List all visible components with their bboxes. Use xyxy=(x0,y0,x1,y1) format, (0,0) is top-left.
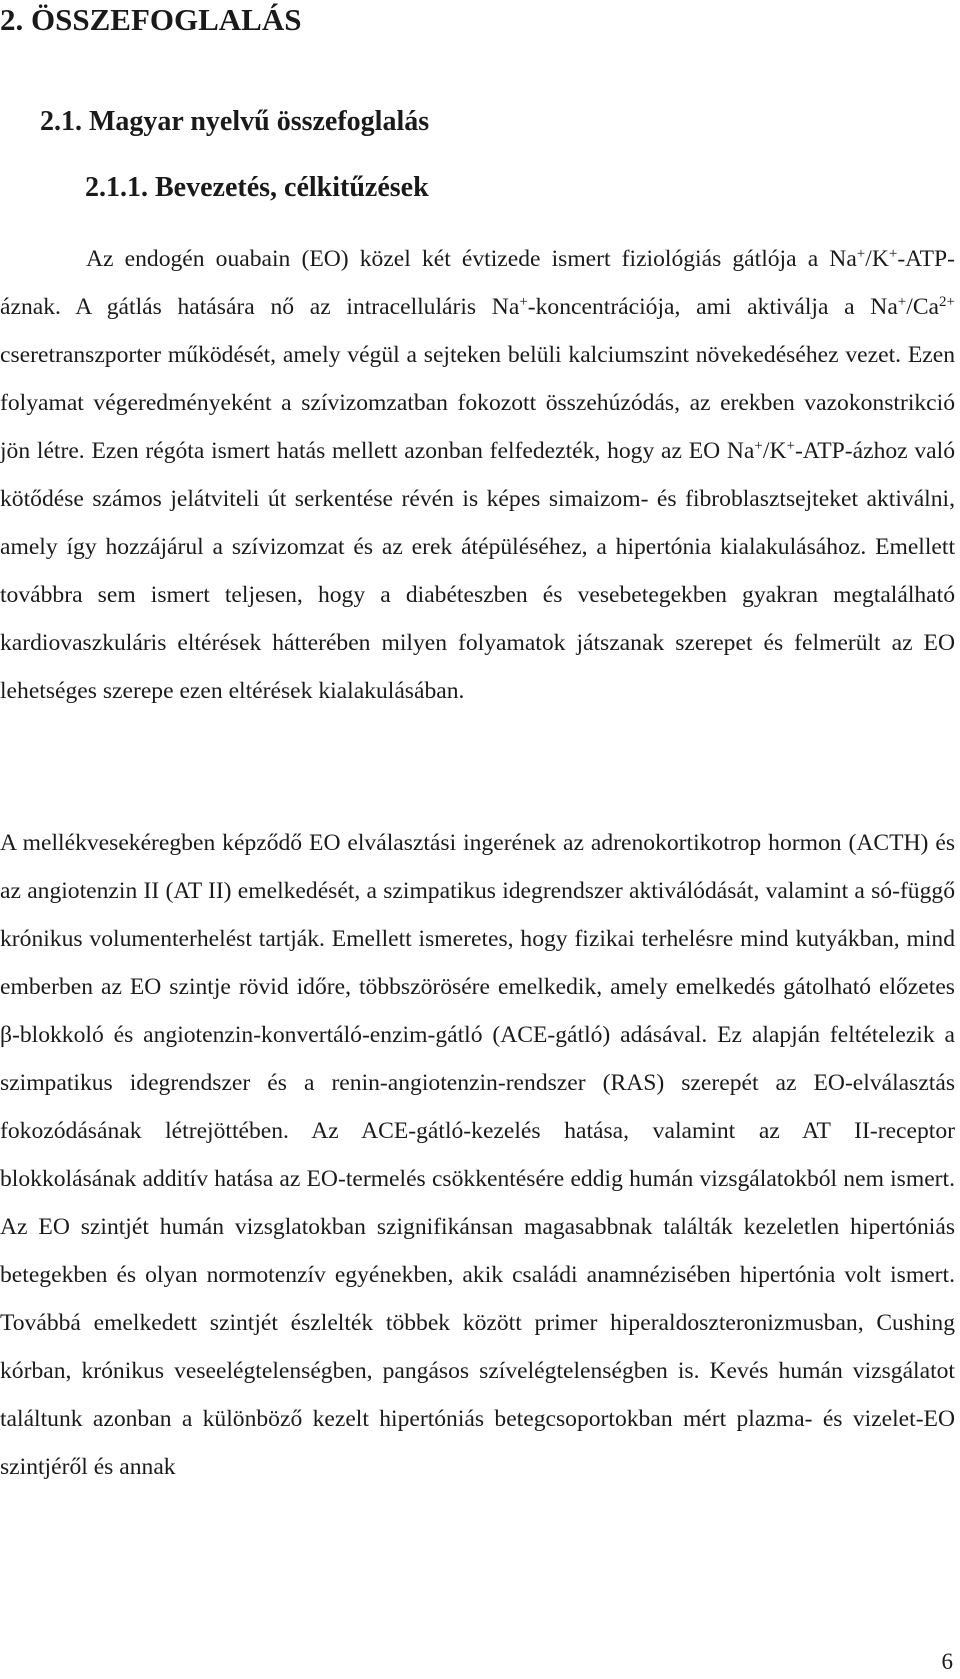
paragraph-intro: Az endogén ouabain (EO) közel két évtizede ismert fiziológiás gátlója a Na+/K+-ATP-áznak. A gátlás hatására nő az intracelluláris Na+-koncentrációja, ami aktiválja a $Na^+/Ca^{2+}$ cseretranszporter működését, amely végül a sejteken belüli kalciumszint növekedéséhez vezet. Ezen folyamat végeredményeként a szívizomzatban fokozott összehúzódás, az erekben vazokonstrikció jön létre. Ezen régóta ismert hatás mellett azonban felfedezték, hogy az EO Na+/K+-ATP-ázhoz való kötődése számos jelátviteli út serkentése révén is képes simaizom- és fibroblasztsejteket aktiválni, amely így hozzájárul a szívizomzat és az erek átépüléséhez, a hipertónia kialakulásához. Emellett továbbra sem ismert teljesen, hogy a diabéteszben és vesebetegekben gyakran megtalálható kardiovaszkuláris eltérések hátterében milyen folyamatok játszanak szerepet és felmerült az EO lehetséges szerepe ezen eltérések kialakulásában. xyxy=(0,245,956,704)
paragraph-secretion: A mellékvesekéregben képződő EO elválasztási ingerének az adrenokortikotrop hormon (ACTH) és az angiotenzin II (AT II) emelkedését, a szimpatikus idegrendszer aktiválódását, valamint a só-függő krónikus volumenterhelést tartják. Emellett ismeretes, hogy fizikai terhelésre mind kutyákban, mind emberben az EO szintje rövid időre, többszörösére emelkedik, amely emelkedés gátolható előzetes β-blokkoló és angiotenzin-konvertáló-enzim-gátló (ACE-gátló) adásával. Ez alapján feltételezik a szimpatikus idegrendszer és a renin-angiotenzin-rendszer (RAS) szerepét az EO-elválasztás fokozódásának létrejöttében. Az ACE-gátló-kezelés hatása, valamint az AT II-receptor blokkolásának additív hatása az EO-termelés csökkentésére eddig humán vizsgálatokból nem ismert. Az EO szintjét humán vizsglatokban szignifikánsan magasabbnak találták kezeletlen hipertóniás betegekben és olyan normotenzív egyénekben, akik családi anamnézisében hipertónia volt ismert. Továbbá emelkedett szintjét észlelték többek között primer hiperaldoszteronizmusban, Cushing kórban, krónikus veseelégtelenségben, pangásos szívelégtelenségben is. Kevés humán vizsgálatot találtunk azonban a különböző kezelt hipertóniás betegcsoportokban mért plazma- és vizelet-EO szintjéről és annak xyxy=(0,830,955,1480)
section-heading: 2. ÖSSZEFOGLALÁS xyxy=(0,2,302,37)
page-number: 6 xyxy=(941,1649,953,1674)
subsubsection-heading: 2.1.1. Bevezetés, célkitűzések xyxy=(85,172,429,203)
subsection-heading: 2.1. Magyar nyelvű összefoglalás xyxy=(40,106,430,137)
